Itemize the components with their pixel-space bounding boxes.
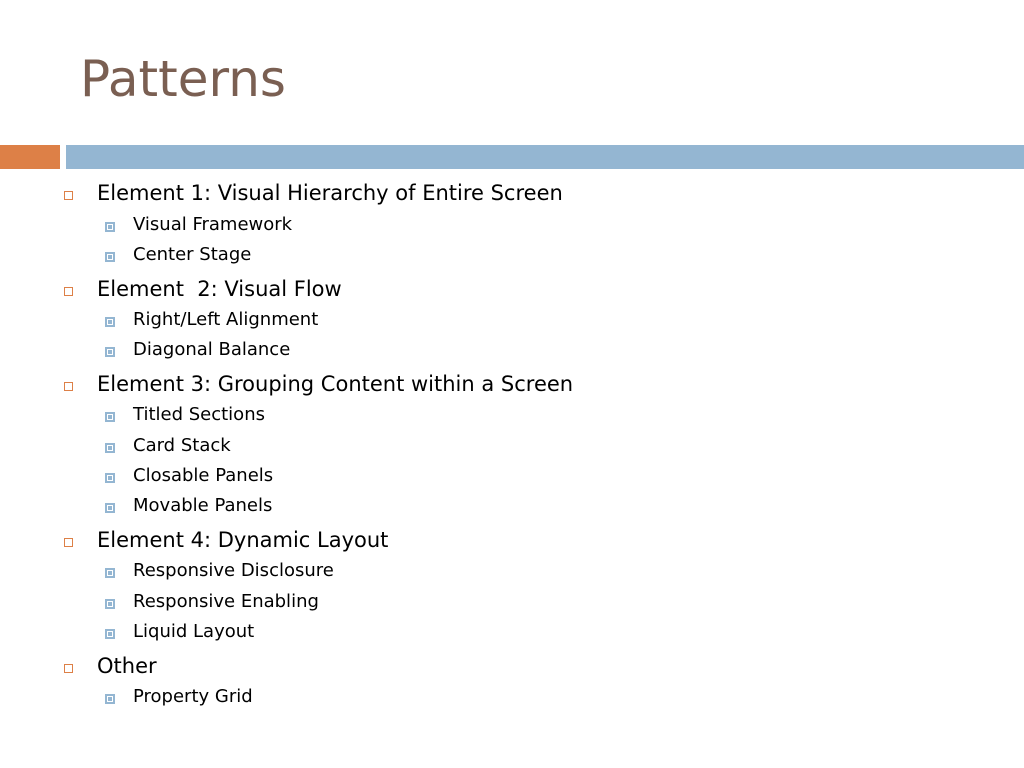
square-bullet-icon xyxy=(64,382,73,391)
outline-subitem: Card Stack xyxy=(133,435,231,456)
outline-subitem: Visual Framework xyxy=(133,214,293,235)
outline-subitem: Titled Sections xyxy=(133,404,265,425)
square-bullet-icon xyxy=(105,473,115,483)
outline-subitem: Responsive Enabling xyxy=(133,591,319,612)
outline-subitem: Center Stage xyxy=(133,244,252,265)
outline-subitem: Closable Panels xyxy=(133,465,274,486)
outline-subitem: Responsive Disclosure xyxy=(133,560,334,581)
square-bullet-icon xyxy=(105,694,115,704)
square-bullet-icon xyxy=(105,222,115,232)
square-bullet-icon xyxy=(105,443,115,453)
square-bullet-icon xyxy=(105,568,115,578)
outline-subitem: Diagonal Balance xyxy=(133,339,291,360)
square-bullet-icon xyxy=(105,629,115,639)
outline-item: Other xyxy=(97,654,157,678)
outline-subitem: Property Grid xyxy=(133,686,253,707)
square-bullet-icon xyxy=(105,599,115,609)
outline-subitem: Right/Left Alignment xyxy=(133,309,319,330)
square-bullet-icon xyxy=(64,538,73,547)
square-bullet-icon xyxy=(64,287,73,296)
square-bullet-icon xyxy=(64,664,73,673)
slide-title: Patterns xyxy=(80,50,286,108)
outline-item: Element 2: Visual Flow xyxy=(97,277,342,301)
outline-subitem: Liquid Layout xyxy=(133,621,255,642)
square-bullet-icon xyxy=(64,191,73,200)
outline-item: Element 3: Grouping Content within a Screen xyxy=(97,372,574,396)
outline-item: Element 4: Dynamic Layout xyxy=(97,528,389,552)
square-bullet-icon xyxy=(105,317,115,327)
square-bullet-icon xyxy=(105,252,115,262)
square-bullet-icon xyxy=(105,347,115,357)
square-bullet-icon xyxy=(105,412,115,422)
outline-subitem: Movable Panels xyxy=(133,495,273,516)
square-bullet-icon xyxy=(105,503,115,513)
outline-item: Element 1: Visual Hierarchy of Entire Screen xyxy=(97,181,563,205)
